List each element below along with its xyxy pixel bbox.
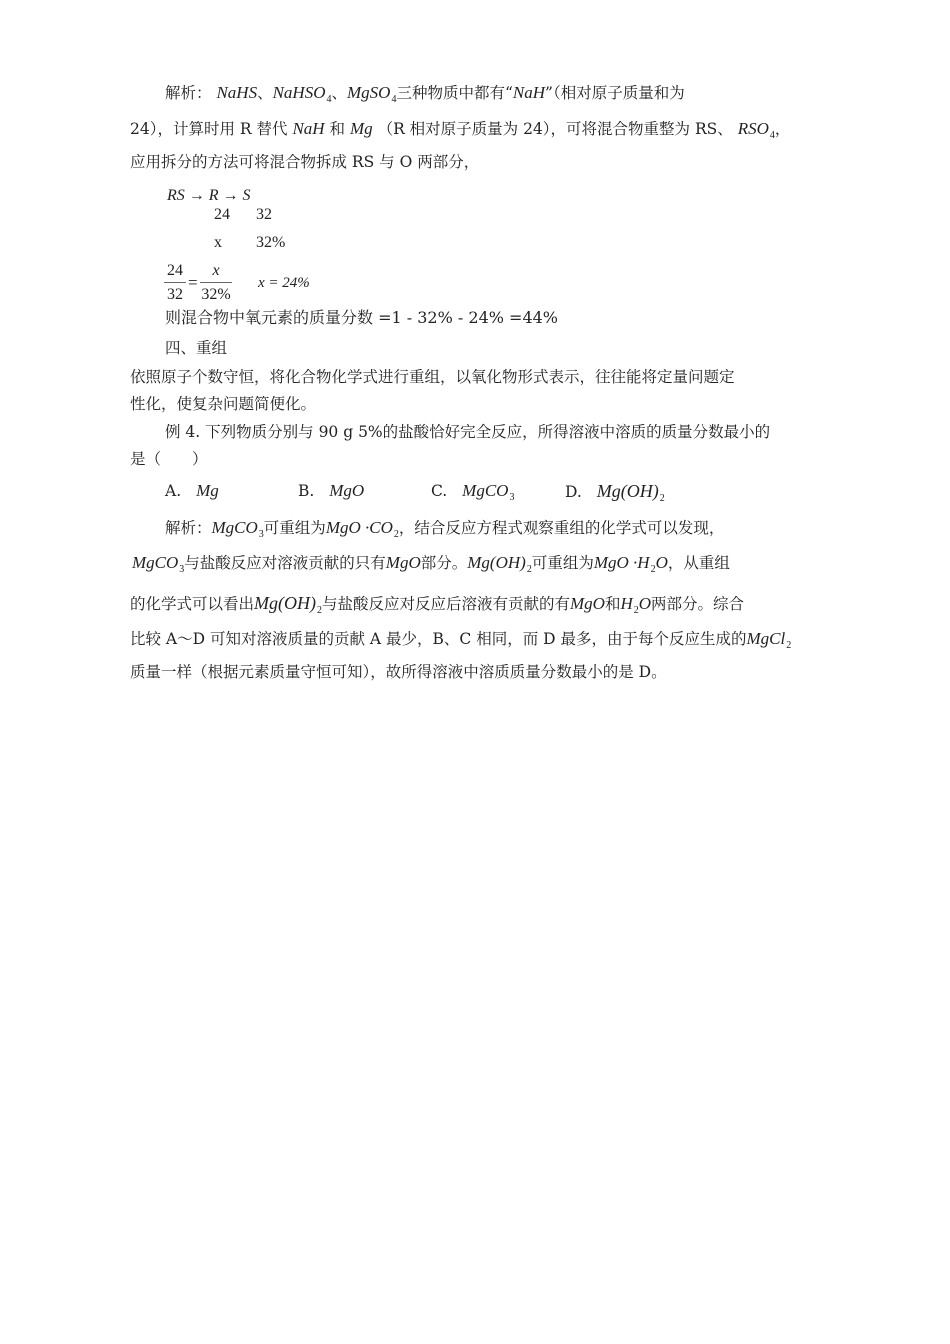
text: 三种物质中都有“ — [396, 84, 513, 102]
text: 和 — [329, 120, 346, 138]
formula-nahs: NaHS — [216, 83, 258, 102]
text: 部分。 — [420, 554, 468, 572]
formula-mgoh2: $Mg(OH)_2$ — [254, 593, 322, 616]
analysis-label: 解析： — [165, 84, 212, 102]
text: 与盐酸反应对反应后溶液有贡献的有 — [322, 595, 571, 613]
fraction-numerator: x — [200, 262, 232, 283]
explanation-line-2 — [132, 553, 730, 580]
formula-mgco3: MgCO$_3$ — [211, 518, 264, 540]
option-d — [565, 481, 665, 509]
formula-nahso4: NaHSO$_4$ — [272, 83, 332, 105]
option-label: D. — [565, 483, 582, 501]
formula-mgo-co2: MgO $\cdot CO_2$ — [325, 518, 399, 540]
text: 和 — [604, 595, 621, 613]
explanation-line-1 — [165, 518, 724, 545]
example-question-line-1: 例 4. 下列物质分别与 90 g 5%的盐酸恰好完全反应，所得溶液中溶质的质量分数最小的 — [165, 423, 771, 441]
text: 可重组为 — [531, 554, 594, 572]
option-label: C. — [431, 482, 448, 500]
option-a — [165, 481, 219, 501]
formula-mgo: MgO — [570, 594, 605, 613]
option-b — [298, 481, 364, 501]
formula-mgco3: MgCO$_3$ — [132, 553, 185, 575]
text: （R 相对原子质量为 24），可将混合物重整为 RS、 — [377, 120, 733, 138]
option-label: B. — [298, 482, 315, 500]
analysis-line-1 — [165, 83, 685, 110]
explanation-line-5: 质量一样（根据元素质量守恒可知），故所得溶液中溶质质量分数最小的是 D。 — [130, 663, 667, 681]
text: ， — [774, 120, 791, 138]
fraction-denominator: 32 — [167, 286, 183, 303]
solution-x: x = 24% — [258, 275, 310, 291]
unknown-x: x — [214, 234, 222, 251]
formula-mg: Mg — [349, 119, 373, 138]
ratio-value-r: 24 — [214, 206, 230, 223]
separator: 、 — [331, 84, 348, 102]
formula-mgo: MgO — [385, 553, 421, 572]
text: 与盐酸反应对溶液贡献的只有 — [184, 554, 386, 572]
explanation-line-4 — [130, 629, 791, 656]
text: 比较 A～D 可知对溶液质量的贡献 A 最少，B、C 相同，而 D 最多，由于每个反应生成的 — [130, 630, 747, 648]
ratio-value-s: 32 — [256, 206, 272, 223]
section-desc-line-1: 依照原子个数守恒，将化合物化学式进行重组，以氧化物形式表示，往往能将定量问题定 — [130, 368, 735, 386]
formula-h2o: $H_2O$ — [620, 594, 652, 616]
text: 可重组为 — [263, 519, 326, 537]
option-formula: MgCO$_3$ — [462, 481, 515, 503]
analysis-label: 解析： — [165, 519, 212, 537]
fraction-24-32 — [164, 262, 186, 304]
option-formula: $Mg(OH)_2$ — [596, 481, 665, 504]
analysis-line-2 — [130, 119, 790, 146]
formula-mgoh2: $Mg(OH)_2$ — [467, 553, 532, 575]
text: 应用拆分的方法可将混合物拆成 RS 与 O 两部分， — [130, 153, 480, 171]
section-desc-line-2: 性化，使复杂问题简便化。 — [130, 395, 317, 413]
section-title: 四、重组 — [165, 339, 228, 357]
text: ”（相对原子质量和为 — [545, 84, 685, 102]
formula-mgso4: MgSO$_4$ — [347, 83, 397, 105]
option-formula: MgO — [329, 481, 365, 500]
formula-nah: NaH — [512, 83, 546, 102]
percent-value: 32% — [256, 234, 286, 251]
text: ，结合反应方程式观察重组的化学式可以发现， — [398, 519, 725, 537]
ratio-chain: RS → R → S — [167, 187, 251, 204]
formula-mgcl2: MgCl$_2$ — [746, 629, 792, 651]
text: 的化学式可以看出 — [130, 595, 255, 613]
text: 24），计算时用 R 替代 — [130, 120, 288, 138]
equals-sign: = — [188, 273, 198, 292]
analysis-line-3 — [130, 152, 479, 172]
fraction-denominator: 32% — [201, 286, 231, 303]
explanation-line-3 — [130, 593, 744, 621]
formula-rso4: $RSO_4$ — [737, 119, 775, 141]
option-label: A. — [165, 482, 182, 500]
option-formula: Mg — [196, 481, 219, 500]
fraction-numerator: 24 — [164, 262, 186, 283]
separator: 、 — [257, 84, 273, 102]
option-c — [431, 481, 514, 508]
text: 两部分。综合 — [651, 595, 745, 613]
fraction-x-32 — [200, 262, 232, 304]
formula-mgo-h2o: MgO $\cdot H_2O$ — [593, 553, 668, 575]
example-question-line-2: 是（ ） — [130, 450, 208, 468]
formula-nah: NaH — [292, 119, 325, 138]
text: ，从重组 — [667, 554, 730, 572]
oxygen-fraction-line: 则混合物中氧元素的质量分数 =1 - 32% - 24% =44% — [165, 308, 559, 327]
